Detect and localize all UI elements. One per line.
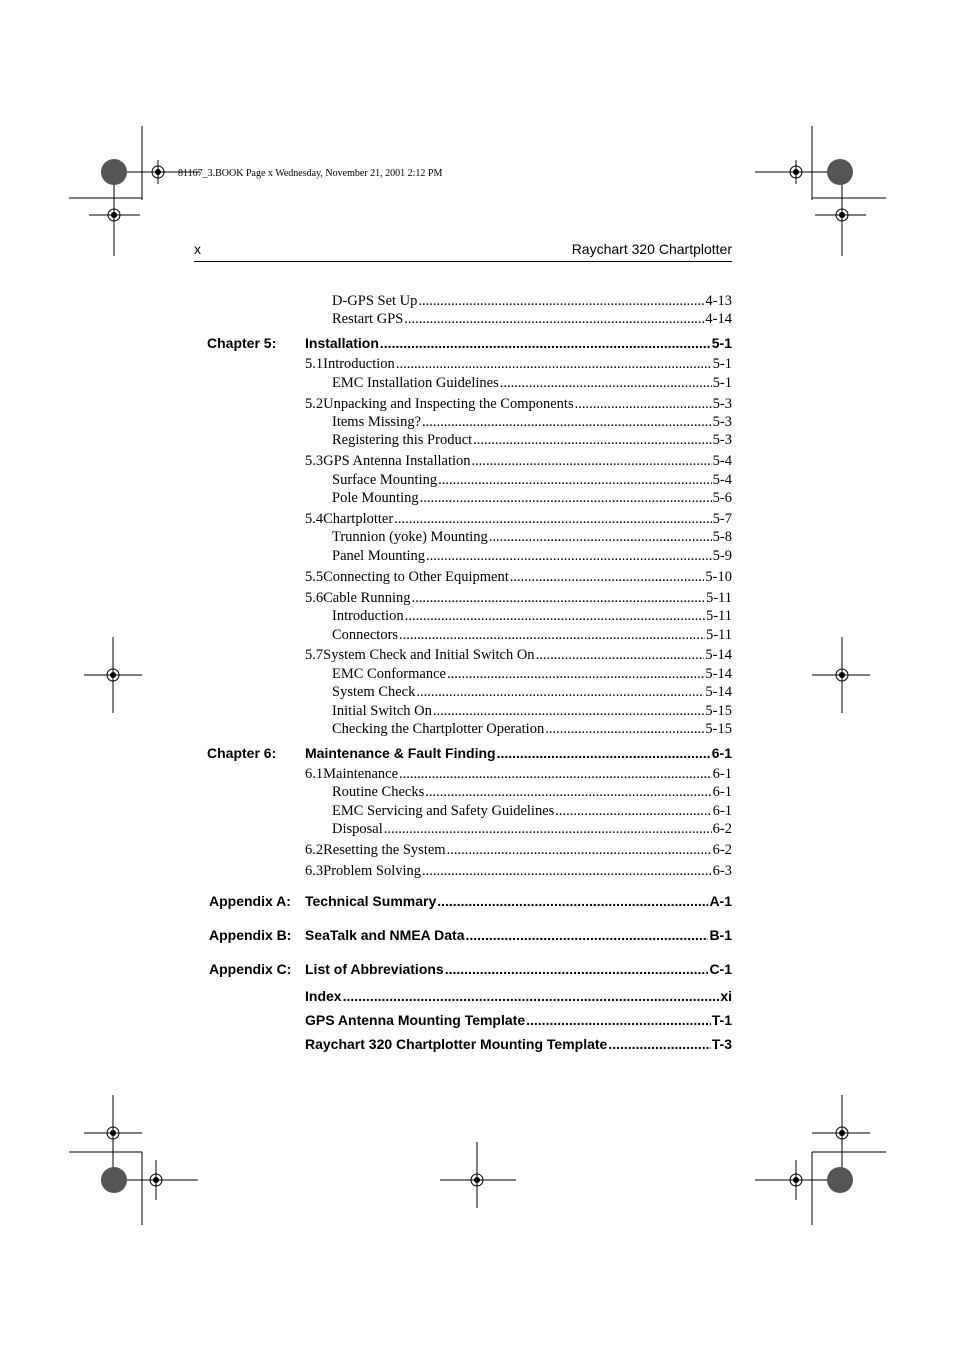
toc-entry-title: Index xyxy=(305,988,342,1004)
toc-entry-title: Cable Running xyxy=(323,590,411,606)
toc-page-number: 5-1 xyxy=(712,356,732,372)
toc-entry-title: Connectors xyxy=(332,627,399,643)
toc-page-number: B-1 xyxy=(709,927,732,943)
toc-entry-title: Maintenance & Fault Finding xyxy=(305,745,496,761)
running-title: Raychart 320 Chartplotter xyxy=(571,241,732,257)
toc-entry-title: System Check and Initial Switch On xyxy=(323,647,535,663)
toc-page-number: 6-3 xyxy=(712,863,732,879)
toc-page-number: 5-14 xyxy=(705,684,732,700)
toc-section-number: 6.1 xyxy=(305,766,324,782)
toc-entry-label: Appendix A: xyxy=(209,893,291,909)
toc-entry-title: D-GPS Set Up xyxy=(332,293,418,309)
toc-section-number: 6.2 xyxy=(305,842,324,858)
toc-page-number: 5-11 xyxy=(705,590,732,606)
toc-entry-title: Trunnion (yoke) Mounting xyxy=(332,529,488,545)
toc-entry-title: Introduction xyxy=(332,608,404,624)
toc-page-number: 5-4 xyxy=(712,472,732,488)
toc-section-number: 5.7 xyxy=(305,647,324,663)
toc-section-number: 5.2 xyxy=(305,396,324,412)
toc-page-number: 5-9 xyxy=(712,548,732,564)
page-number: x xyxy=(194,241,201,257)
toc-page-number: 6-1 xyxy=(712,766,732,782)
toc-page-number: xi xyxy=(720,988,732,1004)
toc-entry-title: List of Abbreviations xyxy=(305,961,444,977)
toc-entry-title: EMC Installation Guidelines xyxy=(332,375,499,391)
toc-entry-title: Initial Switch On xyxy=(332,703,432,719)
toc-entry-label: Chapter 5: xyxy=(207,335,277,351)
toc-entry-label: Appendix C: xyxy=(209,961,292,977)
toc-page-number: T-1 xyxy=(711,1012,732,1028)
toc-entry-title: Surface Mounting xyxy=(332,472,438,488)
toc-entry-title: Installation xyxy=(305,335,379,351)
toc-entry-title: EMC Conformance xyxy=(332,666,446,682)
toc-entry-title: Routine Checks xyxy=(332,784,425,800)
print-slug: 81167_3.BOOK Page x Wednesday, November 21, 2001 2:12 PM xyxy=(178,168,443,179)
toc-section-number: 5.4 xyxy=(305,511,324,527)
toc-entry-title: Registering this Product xyxy=(332,432,473,448)
toc-page-number: A-1 xyxy=(709,893,732,909)
toc-page-number: 5-11 xyxy=(705,627,732,643)
toc-page-number: 5-4 xyxy=(712,453,732,469)
toc-page-number: 6-2 xyxy=(712,821,732,837)
toc-entry-title: Technical Summary xyxy=(305,893,437,909)
toc-page-number: 5-15 xyxy=(705,721,732,737)
toc-section-number: 6.3 xyxy=(305,863,324,879)
toc-section-number: 5.5 xyxy=(305,569,324,585)
toc-page-number: T-3 xyxy=(711,1036,732,1052)
toc-page-number: 6-1 xyxy=(712,803,732,819)
toc-page-number: 5-3 xyxy=(712,432,732,448)
toc-page-number: 5-7 xyxy=(712,511,732,527)
toc-section-number: 5.1 xyxy=(305,356,324,372)
toc-page-number: 6-2 xyxy=(712,842,732,858)
toc-page-number: 5-3 xyxy=(712,396,732,412)
toc-page-number: 5-11 xyxy=(705,608,732,624)
toc-entry-title: Maintenance xyxy=(323,766,399,782)
toc-section-number: 5.6 xyxy=(305,590,324,606)
toc-page-number: 4-14 xyxy=(705,311,732,327)
toc-entry-title: Restart GPS xyxy=(332,311,404,327)
toc-entry-title: Introduction xyxy=(323,356,395,372)
toc-page-number: 5-14 xyxy=(705,666,732,682)
toc-entry-label: Chapter 6: xyxy=(207,745,277,761)
toc-section-number: 5.3 xyxy=(305,453,324,469)
toc-entry-title: GPS Antenna Mounting Template xyxy=(305,1012,526,1028)
toc-entry-title: Chartplotter xyxy=(323,511,394,527)
toc-entry-title: Items Missing? xyxy=(332,414,422,430)
toc-page-number: 5-10 xyxy=(705,569,732,585)
toc-page-number: 5-1 xyxy=(711,335,732,351)
toc-page-number: 5-3 xyxy=(712,414,732,430)
toc-page-number: C-1 xyxy=(709,961,732,977)
toc-page-number: 5-14 xyxy=(705,647,732,663)
toc-page-number: 5-1 xyxy=(712,375,732,391)
toc-entry-title: Disposal xyxy=(332,821,383,837)
toc-entry-title: GPS Antenna Installation xyxy=(323,453,471,469)
toc-page-number: 4-13 xyxy=(705,293,732,309)
toc-entry-title: Panel Mounting xyxy=(332,548,426,564)
toc-entry-title: Problem Solving xyxy=(323,863,422,879)
toc-entry-title: EMC Servicing and Safety Guidelines xyxy=(332,803,555,819)
toc-entry-title: Resetting the System xyxy=(323,842,446,858)
toc-entry-title: Pole Mounting xyxy=(332,490,419,506)
toc-page-number: 5-8 xyxy=(712,529,732,545)
toc-entry-title: Checking the Chartplotter Operation xyxy=(332,721,545,737)
toc-entry-title: Unpacking and Inspecting the Components xyxy=(323,396,574,412)
toc-page-number: 5-6 xyxy=(712,490,732,506)
toc-page-number: 6-1 xyxy=(712,784,732,800)
toc-page-number: 6-1 xyxy=(711,745,732,761)
toc-entry-title: Connecting to Other Equipment xyxy=(323,569,509,585)
toc-page-number: 5-15 xyxy=(705,703,732,719)
toc-entry-title: System Check xyxy=(332,684,416,700)
toc-entry-title: SeaTalk and NMEA Data xyxy=(305,927,465,943)
toc-entry-title: Raychart 320 Chartplotter Mounting Template xyxy=(305,1036,608,1052)
toc-entry-label: Appendix B: xyxy=(209,927,292,943)
